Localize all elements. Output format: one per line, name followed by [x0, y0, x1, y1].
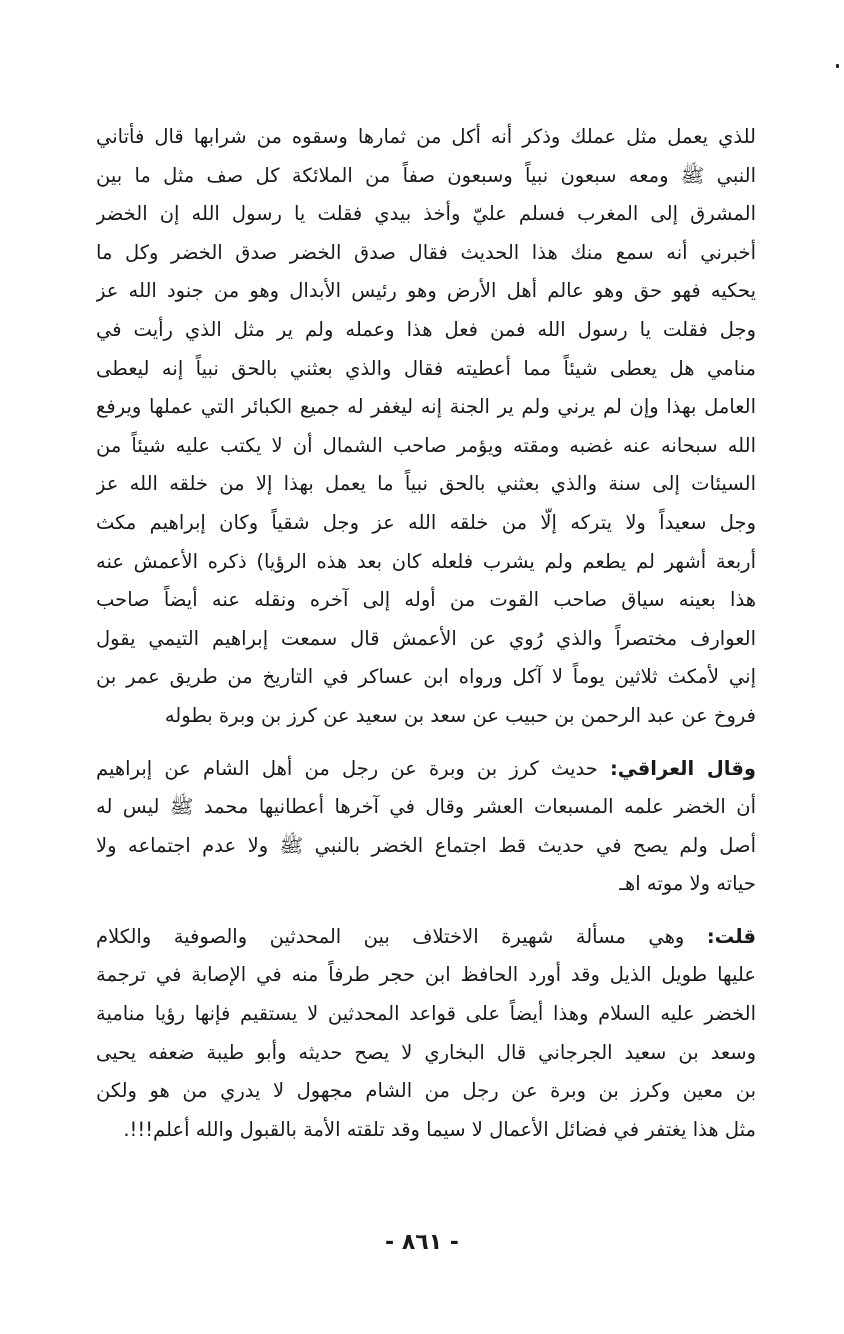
- scan-speck: [836, 64, 839, 68]
- text-line: أخبرني أنه سمع منك هذا الحديث فقال صدق الخضر صدق الخضر وكل ما: [96, 240, 756, 264]
- paragraph-lead: قلت:: [706, 924, 756, 948]
- text-line: العوارف مختصراً والذي رُوي عن الأعمش قال سمعت إبراهيم التيمي يقول: [96, 626, 756, 650]
- text-line: وسعد بن سعيد الجرجاني قال البخاري لا يصح حديثه وأبو طيبة ضعفه يحيى: [96, 1040, 756, 1064]
- text-line: وجل سعيداً ولا يتركه إلّا من خلقه الله عز وجل شقياً وكان إبراهيم مكث: [96, 510, 756, 534]
- text-line: بن معين وكرز بن وبرة عن رجل من الشام مجهول لا يدري من هو ولكن: [96, 1079, 756, 1103]
- paragraph-gap: [96, 736, 756, 750]
- paragraph-lead: وقال العراقي:: [610, 756, 756, 780]
- text-line: أن الخضر علمه المسبعات العشر وقال في آخرها أعطانيها محمد ﷺ ليس له: [96, 795, 756, 819]
- text-line: للذي يعمل مثل عملك وذكر أنه أكل من ثمارها وسقوه من شرابها قال فأتاني: [96, 125, 756, 148]
- text-line: يحكيه فهو حق وهو عالم أهل الأرض وهو رئيس الأبدال وهو من جنود الله عز: [96, 279, 756, 303]
- page-body: [96, 118, 756, 1149]
- text-line: فروخ عن عبد الرحمن بن حبيب عن سعد بن سعيد عن كرز بن وبرة بطوله: [164, 703, 756, 727]
- text-line: وجل فقلت يا رسول الله فمن فعل هذا وعمله ولم ير مثل الذي رأيت في: [96, 317, 756, 341]
- text-line: السيئات إلى سنة والذي بعثني بالحق نبياً ما يعمل بهذا إلا من خلقه الله عز: [96, 472, 756, 496]
- text-line: حياته ولا موته اهـ: [619, 872, 756, 896]
- text-line: النبي ﷺ ومعه سبعون نبياً وسبعون صفاً من الملائكة كل صف مثل ما بين: [96, 163, 756, 187]
- text-line: أربعة أشهر لم يطعم ولم يشرب فلعله كان بعد هذه الرؤيا) ذكره الأعمش عنه: [96, 549, 756, 573]
- text-line: مثل هذا يغتفر في فضائل الأعمال لا سيما وقد تلقته الأمة بالقبول والله أعلم!!!.: [123, 1117, 756, 1141]
- text-run: حديث كرز بن وبرة عن رجل من أهل الشام عن إبراهيم: [96, 756, 598, 780]
- text-line: الخضر عليه السلام وهذا أيضاً على قواعد المحدثين لا يستقيم فإنها رؤيا منامية: [96, 1002, 756, 1026]
- text-line: العامل بهذا وإن لم يرني ولم ير الجنة إنه ليغفر له جميع الكبائر التي عملها ويرفع: [96, 395, 756, 419]
- text-line-lead: [96, 750, 756, 789]
- text-line: عليها طويل الذيل وقد أورد الحافظ ابن حجر طرفاً منه في الإصابة في ترجمة: [96, 963, 756, 987]
- text-line: المشرق إلى المغرب فسلم عليّ وأخذ بيدي فقلت يا رسول الله إن الخضر: [96, 202, 756, 226]
- page-number: - ٨٦١ -: [385, 1230, 459, 1255]
- text-line: إني لأمكث ثلاثين يوماً لا آكل ورواه ابن عساكر في التاريخ من طريق عمر بن: [96, 665, 756, 689]
- paragraph-gap: [96, 904, 756, 918]
- paragraph-3: [96, 918, 756, 1150]
- text-line: أصل ولم يصح في حديث قط اجتماع الخضر بالنبي ﷺ ولا عدم اجتماعه ولا: [96, 833, 756, 857]
- text-line: الله سبحانه عنه غضبه ومقته ويؤمر صاحب الشمال أن لا يكتب عليه شيئاً من: [96, 433, 756, 457]
- text-line: هذا بعينه سياق صاحب القوت من أوله إلى آخره ونقله عنه أيضاً صاحب: [96, 588, 756, 612]
- paragraph-1: [96, 118, 756, 736]
- paragraph-2: [96, 750, 756, 904]
- text-line-lead: [96, 918, 756, 957]
- text-run: وهي مسألة شهيرة الاختلاف بين المحدثين والصوفية والكلام: [96, 924, 685, 948]
- text-line: منامي هل يعطى شيئاً مما أعطيته فقال والذي بعثني بالحق نبياً إنه ليعطى: [96, 356, 756, 380]
